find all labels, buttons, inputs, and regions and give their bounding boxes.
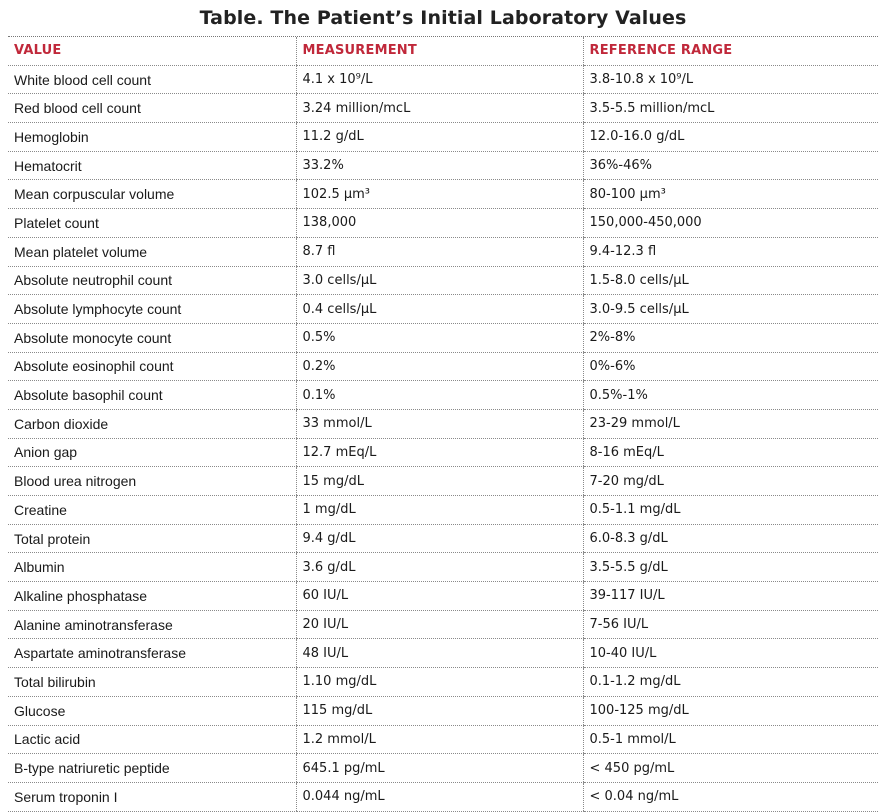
cell-measurement: 33.2% (296, 151, 583, 180)
cell-reference-range: 7-56 IU/L (583, 610, 878, 639)
table-row (8, 237, 878, 266)
cell-measurement: 1.10 mg/dL (296, 668, 583, 697)
cell-reference-range: 1.5-8.0 cells/µL (583, 266, 878, 295)
header-value: VALUE (8, 37, 296, 65)
table-header-row (8, 37, 878, 65)
table-row (8, 696, 878, 725)
table-row (8, 639, 878, 668)
cell-reference-range: < 0.04 ng/mL (583, 782, 878, 811)
cell-reference-range: 9.4-12.3 fl (583, 237, 878, 266)
cell-reference-range: 36%-46% (583, 151, 878, 180)
cell-measurement: 3.0 cells/µL (296, 266, 583, 295)
table-row (8, 323, 878, 352)
cell-value: Absolute monocyte count (8, 323, 296, 352)
cell-value: Absolute neutrophil count (8, 266, 296, 295)
table-row (8, 352, 878, 381)
cell-measurement: 138,000 (296, 209, 583, 238)
table-row (8, 754, 878, 783)
cell-reference-range: 10-40 IU/L (583, 639, 878, 668)
cell-measurement: 0.5% (296, 323, 583, 352)
cell-reference-range: 6.0-8.3 g/dL (583, 524, 878, 553)
cell-value: Carbon dioxide (8, 409, 296, 438)
table-row (8, 610, 878, 639)
table-row (8, 209, 878, 238)
cell-reference-range: < 450 pg/mL (583, 754, 878, 783)
cell-measurement: 8.7 fl (296, 237, 583, 266)
table-row (8, 668, 878, 697)
table-row (8, 524, 878, 553)
cell-value: Blood urea nitrogen (8, 467, 296, 496)
cell-reference-range: 100-125 mg/dL (583, 696, 878, 725)
table-row (8, 438, 878, 467)
cell-reference-range: 8-16 mEq/L (583, 438, 878, 467)
cell-measurement: 1.2 mmol/L (296, 725, 583, 754)
cell-reference-range: 3.8-10.8 x 10⁹/L (583, 65, 878, 94)
cell-reference-range: 3.5-5.5 g/dL (583, 553, 878, 582)
cell-value: Red blood cell count (8, 94, 296, 123)
cell-measurement: 0.4 cells/µL (296, 295, 583, 324)
table-row (8, 409, 878, 438)
table-row (8, 65, 878, 94)
cell-value: Platelet count (8, 209, 296, 238)
cell-reference-range: 12.0-16.0 g/dL (583, 123, 878, 152)
cell-reference-range: 2%-8% (583, 323, 878, 352)
cell-measurement: 3.24 million/mcL (296, 94, 583, 123)
cell-reference-range: 3.5-5.5 million/mcL (583, 94, 878, 123)
table-body (8, 65, 878, 811)
cell-reference-range: 39-117 IU/L (583, 582, 878, 611)
header-reference-range: REFERENCE RANGE (583, 37, 878, 65)
table-row (8, 180, 878, 209)
cell-value: Alkaline phosphatase (8, 582, 296, 611)
table-row (8, 553, 878, 582)
cell-value: Absolute lymphocyte count (8, 295, 296, 324)
table-row (8, 151, 878, 180)
cell-measurement: 3.6 g/dL (296, 553, 583, 582)
lab-values-table-container (8, 0, 878, 812)
cell-reference-range: 23-29 mmol/L (583, 409, 878, 438)
table-row (8, 467, 878, 496)
cell-value: Anion gap (8, 438, 296, 467)
cell-value: Serum troponin I (8, 782, 296, 811)
cell-reference-range: 0.5%-1% (583, 381, 878, 410)
cell-reference-range: 150,000-450,000 (583, 209, 878, 238)
cell-measurement: 645.1 pg/mL (296, 754, 583, 783)
cell-measurement: 1 mg/dL (296, 496, 583, 525)
cell-reference-range: 0%-6% (583, 352, 878, 381)
table-row (8, 123, 878, 152)
cell-measurement: 60 IU/L (296, 582, 583, 611)
table-row (8, 381, 878, 410)
cell-reference-range: 3.0-9.5 cells/µL (583, 295, 878, 324)
cell-reference-range: 7-20 mg/dL (583, 467, 878, 496)
cell-value: Lactic acid (8, 725, 296, 754)
cell-reference-range: 0.5-1.1 mg/dL (583, 496, 878, 525)
table-row (8, 295, 878, 324)
cell-value: Absolute basophil count (8, 381, 296, 410)
cell-measurement: 15 mg/dL (296, 467, 583, 496)
cell-measurement: 9.4 g/dL (296, 524, 583, 553)
cell-value: Hemoglobin (8, 123, 296, 152)
cell-value: Glucose (8, 696, 296, 725)
cell-reference-range: 0.5-1 mmol/L (583, 725, 878, 754)
cell-measurement: 0.044 ng/mL (296, 782, 583, 811)
table-row (8, 94, 878, 123)
table-title: Table. The Patient’s Initial Laboratory Values (8, 0, 878, 37)
cell-measurement: 0.1% (296, 381, 583, 410)
cell-value: White blood cell count (8, 65, 296, 94)
cell-measurement: 4.1 x 10⁹/L (296, 65, 583, 94)
cell-measurement: 48 IU/L (296, 639, 583, 668)
cell-measurement: 33 mmol/L (296, 409, 583, 438)
cell-value: B-type natriuretic peptide (8, 754, 296, 783)
table-row (8, 725, 878, 754)
cell-value: Hematocrit (8, 151, 296, 180)
cell-value: Mean platelet volume (8, 237, 296, 266)
cell-measurement: 102.5 µm³ (296, 180, 583, 209)
cell-value: Mean corpuscular volume (8, 180, 296, 209)
cell-value: Alanine aminotransferase (8, 610, 296, 639)
cell-value: Absolute eosinophil count (8, 352, 296, 381)
table-row (8, 582, 878, 611)
lab-values-table (8, 37, 878, 812)
cell-value: Aspartate aminotransferase (8, 639, 296, 668)
cell-measurement: 0.2% (296, 352, 583, 381)
cell-measurement: 20 IU/L (296, 610, 583, 639)
cell-measurement: 12.7 mEq/L (296, 438, 583, 467)
header-measurement: MEASUREMENT (296, 37, 583, 65)
cell-reference-range: 0.1-1.2 mg/dL (583, 668, 878, 697)
cell-value: Total bilirubin (8, 668, 296, 697)
cell-measurement: 11.2 g/dL (296, 123, 583, 152)
cell-value: Total protein (8, 524, 296, 553)
table-row (8, 266, 878, 295)
cell-measurement: 115 mg/dL (296, 696, 583, 725)
cell-value: Albumin (8, 553, 296, 582)
table-row (8, 496, 878, 525)
cell-reference-range: 80-100 µm³ (583, 180, 878, 209)
cell-value: Creatine (8, 496, 296, 525)
